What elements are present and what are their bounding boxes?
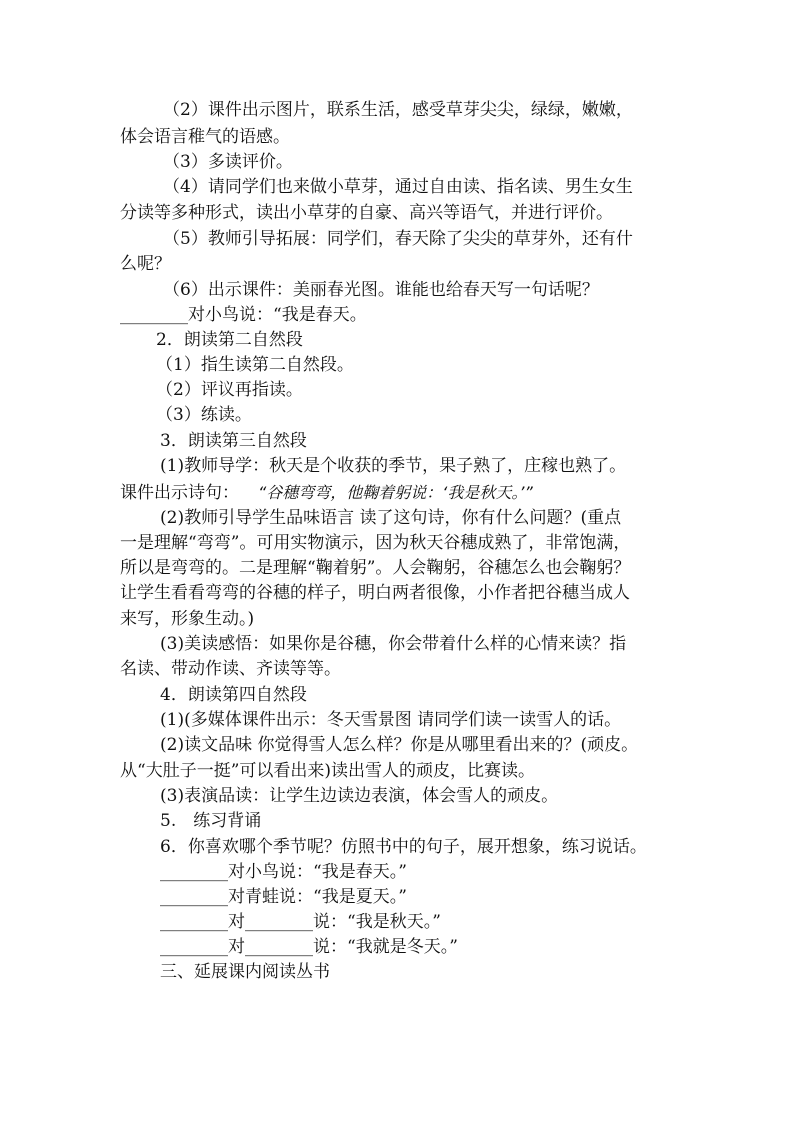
text-line: 让学生看看弯弯的谷穗的样子，明白两者很像，小作者把谷穗当成人 [120, 583, 630, 603]
section-heading: 4．朗读第四自然段 [160, 685, 307, 705]
text-line: （4）请同学们也来做小草芽，通过自由读、指名读、男生女生 [163, 177, 633, 197]
text-line: ________对青蛙说：“我是夏天。” [160, 887, 407, 907]
section-heading: 3．朗读第三自然段 [160, 431, 307, 451]
text-line: 分读等多种形式，读出小草芽的自豪、高兴等语气，并进行评价。 [120, 203, 613, 223]
text-line: (2)教师引导学生品味语言 读了这句诗，你有什么问题？(重点 [160, 508, 622, 528]
section-heading: 三、延展课内阅读丛书 [160, 962, 330, 982]
text-line: （6）出示课件：美丽春光图。谁能也给春天写一句话呢？ [163, 280, 599, 300]
text-line: (2)读文品味 你觉得雪人怎么样？你是从哪里看出来的？(顽皮。 [160, 735, 639, 755]
text-line: （2）评议再指读。 [156, 380, 303, 400]
text-line: 从“大肚子一挺”可以看出来)读出雪人的顽皮，比赛读。 [120, 761, 536, 781]
text-line: ________对________说：“我就是冬天。” [160, 937, 458, 957]
section-heading: 2．朗读第二自然段 [156, 330, 303, 350]
text-line: 名读、带动作读、齐读等等。 [120, 659, 341, 679]
text-line: （2）课件出示图片，联系生活，感受草芽尖尖，绿绿，嫩嫩， [163, 100, 633, 120]
text-line: 来写，形象生动。) [120, 609, 255, 629]
text-line: （3）练读。 [156, 405, 252, 425]
text-line: 么呢？ [120, 254, 171, 274]
poem-quote: “谷穗弯弯，他鞠着躬说：‘我是秋天。’” [258, 483, 533, 502]
text-line: 体会语言稚气的语感。 [120, 127, 290, 147]
text-line: （3）多读评价。 [163, 152, 293, 172]
text-line: ________对小鸟说：“我是春天。” [160, 862, 407, 882]
text-line: （5）教师引导拓展：同学们，春天除了尖尖的草芽外，还有什 [163, 229, 633, 249]
text-line: （1）指生读第二自然段。 [156, 355, 354, 375]
text-line: ________对________说：“我是秋天。” [160, 912, 441, 932]
text-line: (1)教师导学：秋天是个收获的季节，果子熟了，庄稼也熟了。 [160, 456, 627, 476]
text-line: (1)(多媒体课件出示：冬天雪景图 请同学们读一读雪人的话。 [160, 710, 622, 730]
text-line: 一是理解“弯弯”。可用实物演示，因为秋天谷穗成熟了，非常饱满， [120, 533, 631, 553]
text-line: 6．你喜欢哪个季节呢？仿照书中的句子，展开想象，练习说话。 [160, 837, 647, 857]
text-line: 课件出示诗句： [120, 483, 239, 503]
text-line: ________对小鸟说：“我是春天。 [120, 305, 367, 325]
text-line: (3)表演品读：让学生边读边表演，体会雪人的顽皮。 [160, 786, 559, 806]
text-line: (3)美读感悟：如果你是谷穗，你会带着什么样的心情来读？指 [160, 634, 627, 654]
text-line: 所以是弯弯的。二是理解“鞠着躬”。人会鞠躬，谷穗怎么也会鞠躬？ [120, 558, 631, 578]
section-heading: 5. 练习背诵 [160, 811, 262, 831]
